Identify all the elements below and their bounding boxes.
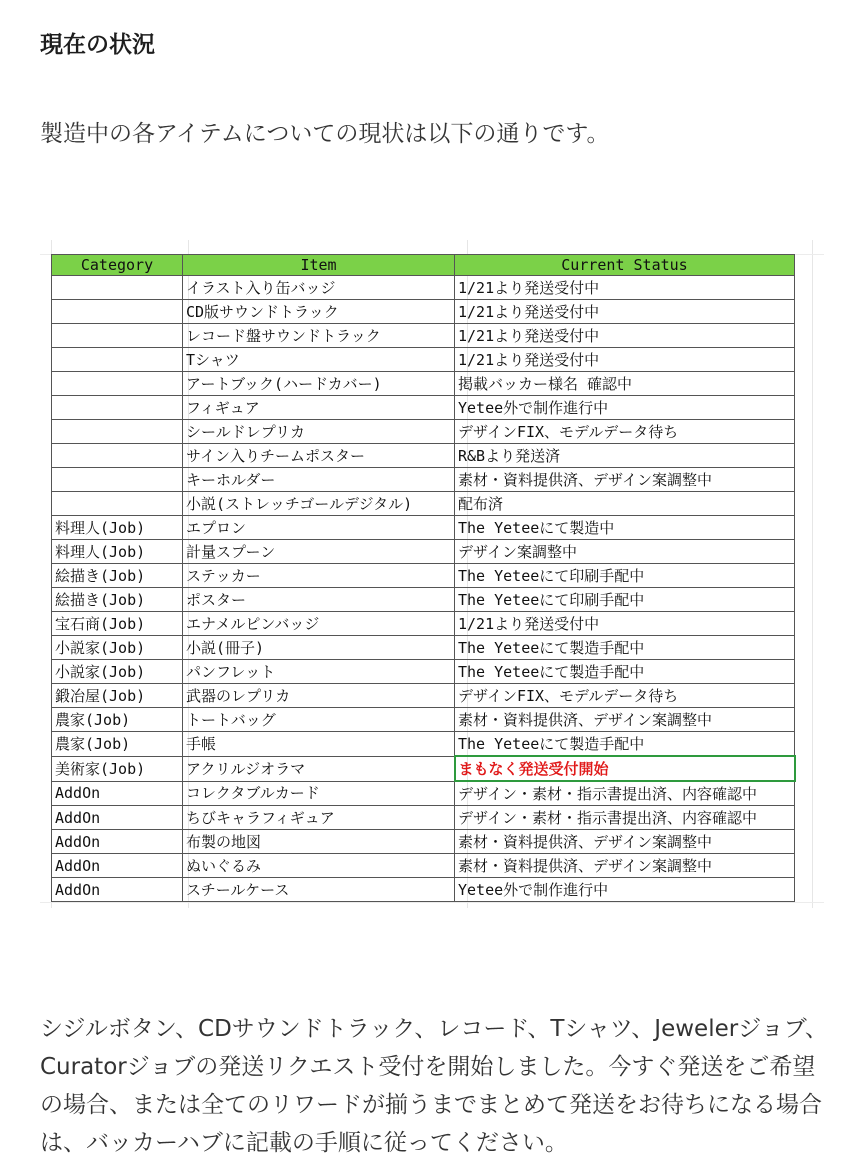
table-row	[52, 732, 795, 757]
cell-category: 料理人(Job)	[52, 516, 183, 540]
cell-item: フィギュア	[183, 396, 455, 420]
cell-category: 農家(Job)	[52, 708, 183, 732]
cell-status: デザインFIX、モデルデータ待ち	[455, 420, 795, 444]
cell-category: AddOn	[52, 854, 183, 878]
cell-category	[52, 324, 183, 348]
cell-item: 手帳	[183, 732, 455, 757]
table-row	[52, 612, 795, 636]
cell-item: ポスター	[183, 588, 455, 612]
header-item: Item	[183, 255, 455, 276]
cell-status: 1/21より発送受付中	[455, 324, 795, 348]
cell-item: パンフレット	[183, 660, 455, 684]
cell-status: 配布済	[455, 492, 795, 516]
cell-item: シールドレプリカ	[183, 420, 455, 444]
cell-category: 宝石商(Job)	[52, 612, 183, 636]
cell-item: 小説(ストレッチゴールデジタル)	[183, 492, 455, 516]
cell-category	[52, 396, 183, 420]
cell-item: Tシャツ	[183, 348, 455, 372]
cell-item: 計量スプーン	[183, 540, 455, 564]
cell-status: 1/21より発送受付中	[455, 276, 795, 300]
table-row	[52, 854, 795, 878]
status-table	[51, 254, 796, 902]
cell-status: 素材・資料提供済、デザイン案調整中	[455, 708, 795, 732]
cell-item: サイン入りチームポスター	[183, 444, 455, 468]
cell-status: デザイン案調整中	[455, 540, 795, 564]
cell-category: 鍛冶屋(Job)	[52, 684, 183, 708]
table-row	[52, 468, 795, 492]
cell-category	[52, 444, 183, 468]
cell-status: 掲載バッカー様名 確認中	[455, 372, 795, 396]
cell-category	[52, 348, 183, 372]
cell-status: デザイン・素材・指示書提出済、内容確認中	[455, 806, 795, 830]
cell-item: CD版サウンドトラック	[183, 300, 455, 324]
table-row	[52, 324, 795, 348]
table-row	[52, 420, 795, 444]
table-row	[52, 444, 795, 468]
cell-status: The Yeteeにて印刷手配中	[455, 588, 795, 612]
cell-item: アクリルジオラマ	[183, 756, 455, 781]
cell-category: 美術家(Job)	[52, 756, 183, 781]
table-row	[52, 878, 795, 902]
cell-category	[52, 372, 183, 396]
table-row	[52, 806, 795, 830]
cell-status: Yetee外で制作進行中	[455, 396, 795, 420]
table-row	[52, 516, 795, 540]
table-row	[52, 540, 795, 564]
table-row	[52, 492, 795, 516]
cell-status: The Yeteeにて製造手配中	[455, 660, 795, 684]
cell-item: レコード盤サウンドトラック	[183, 324, 455, 348]
cell-status: R&Bより発送済	[455, 444, 795, 468]
intro-text: 製造中の各アイテムについての現状は以下の通りです。	[40, 121, 610, 147]
cell-category	[52, 468, 183, 492]
cell-item: トートバッグ	[183, 708, 455, 732]
cell-category: 小説家(Job)	[52, 636, 183, 660]
cell-item: ちびキャラフィギュア	[183, 806, 455, 830]
table-row	[52, 781, 795, 806]
cell-status: The Yeteeにて製造手配中	[455, 732, 795, 757]
cell-status: 素材・資料提供済、デザイン案調整中	[455, 468, 795, 492]
cell-item: 小説(冊子)	[183, 636, 455, 660]
cell-category: AddOn	[52, 781, 183, 806]
table-row	[52, 372, 795, 396]
table-row	[52, 636, 795, 660]
cell-status: The Yeteeにて製造中	[455, 516, 795, 540]
cell-status: デザインFIX、モデルデータ待ち	[455, 684, 795, 708]
page-heading: 現在の状況	[40, 32, 155, 58]
cell-status: 素材・資料提供済、デザイン案調整中	[455, 830, 795, 854]
cell-item: スチールケース	[183, 878, 455, 902]
cell-item: ぬいぐるみ	[183, 854, 455, 878]
status-spreadsheet-image	[40, 240, 824, 908]
cell-category: AddOn	[52, 806, 183, 830]
cell-category: 小説家(Job)	[52, 660, 183, 684]
table-row	[52, 348, 795, 372]
cell-status: 素材・資料提供済、デザイン案調整中	[455, 854, 795, 878]
cell-status: The Yeteeにて印刷手配中	[455, 564, 795, 588]
cell-item: アートブック(ハードカバー)	[183, 372, 455, 396]
table-row	[52, 300, 795, 324]
table-row	[52, 684, 795, 708]
table-body	[52, 276, 795, 902]
table-row	[52, 660, 795, 684]
cell-status: 1/21より発送受付中	[455, 300, 795, 324]
cell-item: 武器のレプリカ	[183, 684, 455, 708]
cell-status: まもなく発送受付開始	[455, 756, 795, 781]
header-status: Current Status	[455, 255, 795, 276]
cell-status: 1/21より発送受付中	[455, 348, 795, 372]
header-category: Category	[52, 255, 183, 276]
cell-status: Yetee外で制作進行中	[455, 878, 795, 902]
cell-category: 農家(Job)	[52, 732, 183, 757]
outro-text: シジルボタン、CDサウンドトラック、レコード、Tシャツ、Jewelerジョブ、Curatorジョブの発送リクエスト受付を開始しました。今すぐ発送をご希望の場合、または全てのリワードが揃うまでまとめて発送をお待ちになる場合は、バッカーハブに記載の手順に従ってください。	[40, 1016, 828, 1156]
table-row	[52, 588, 795, 612]
cell-category	[52, 300, 183, 324]
cell-category: AddOn	[52, 878, 183, 902]
cell-item: キーホルダー	[183, 468, 455, 492]
table-header-row	[52, 255, 795, 276]
cell-item: ステッカー	[183, 564, 455, 588]
table-row	[52, 396, 795, 420]
cell-category: 料理人(Job)	[52, 540, 183, 564]
cell-category: 絵描き(Job)	[52, 588, 183, 612]
cell-category: AddOn	[52, 830, 183, 854]
cell-category	[52, 420, 183, 444]
cell-category: 絵描き(Job)	[52, 564, 183, 588]
cell-status: The Yeteeにて製造手配中	[455, 636, 795, 660]
table-row	[52, 564, 795, 588]
cell-item: コレクタブルカード	[183, 781, 455, 806]
cell-item: エナメルピンバッジ	[183, 612, 455, 636]
table-row	[52, 276, 795, 300]
table-row	[52, 830, 795, 854]
cell-category	[52, 492, 183, 516]
cell-status: 1/21より発送受付中	[455, 612, 795, 636]
cell-item: エプロン	[183, 516, 455, 540]
table-row	[52, 756, 795, 781]
cell-category	[52, 276, 183, 300]
cell-status: デザイン・素材・指示書提出済、内容確認中	[455, 781, 795, 806]
cell-item: 布製の地図	[183, 830, 455, 854]
table-row	[52, 708, 795, 732]
cell-item: イラスト入り缶バッジ	[183, 276, 455, 300]
